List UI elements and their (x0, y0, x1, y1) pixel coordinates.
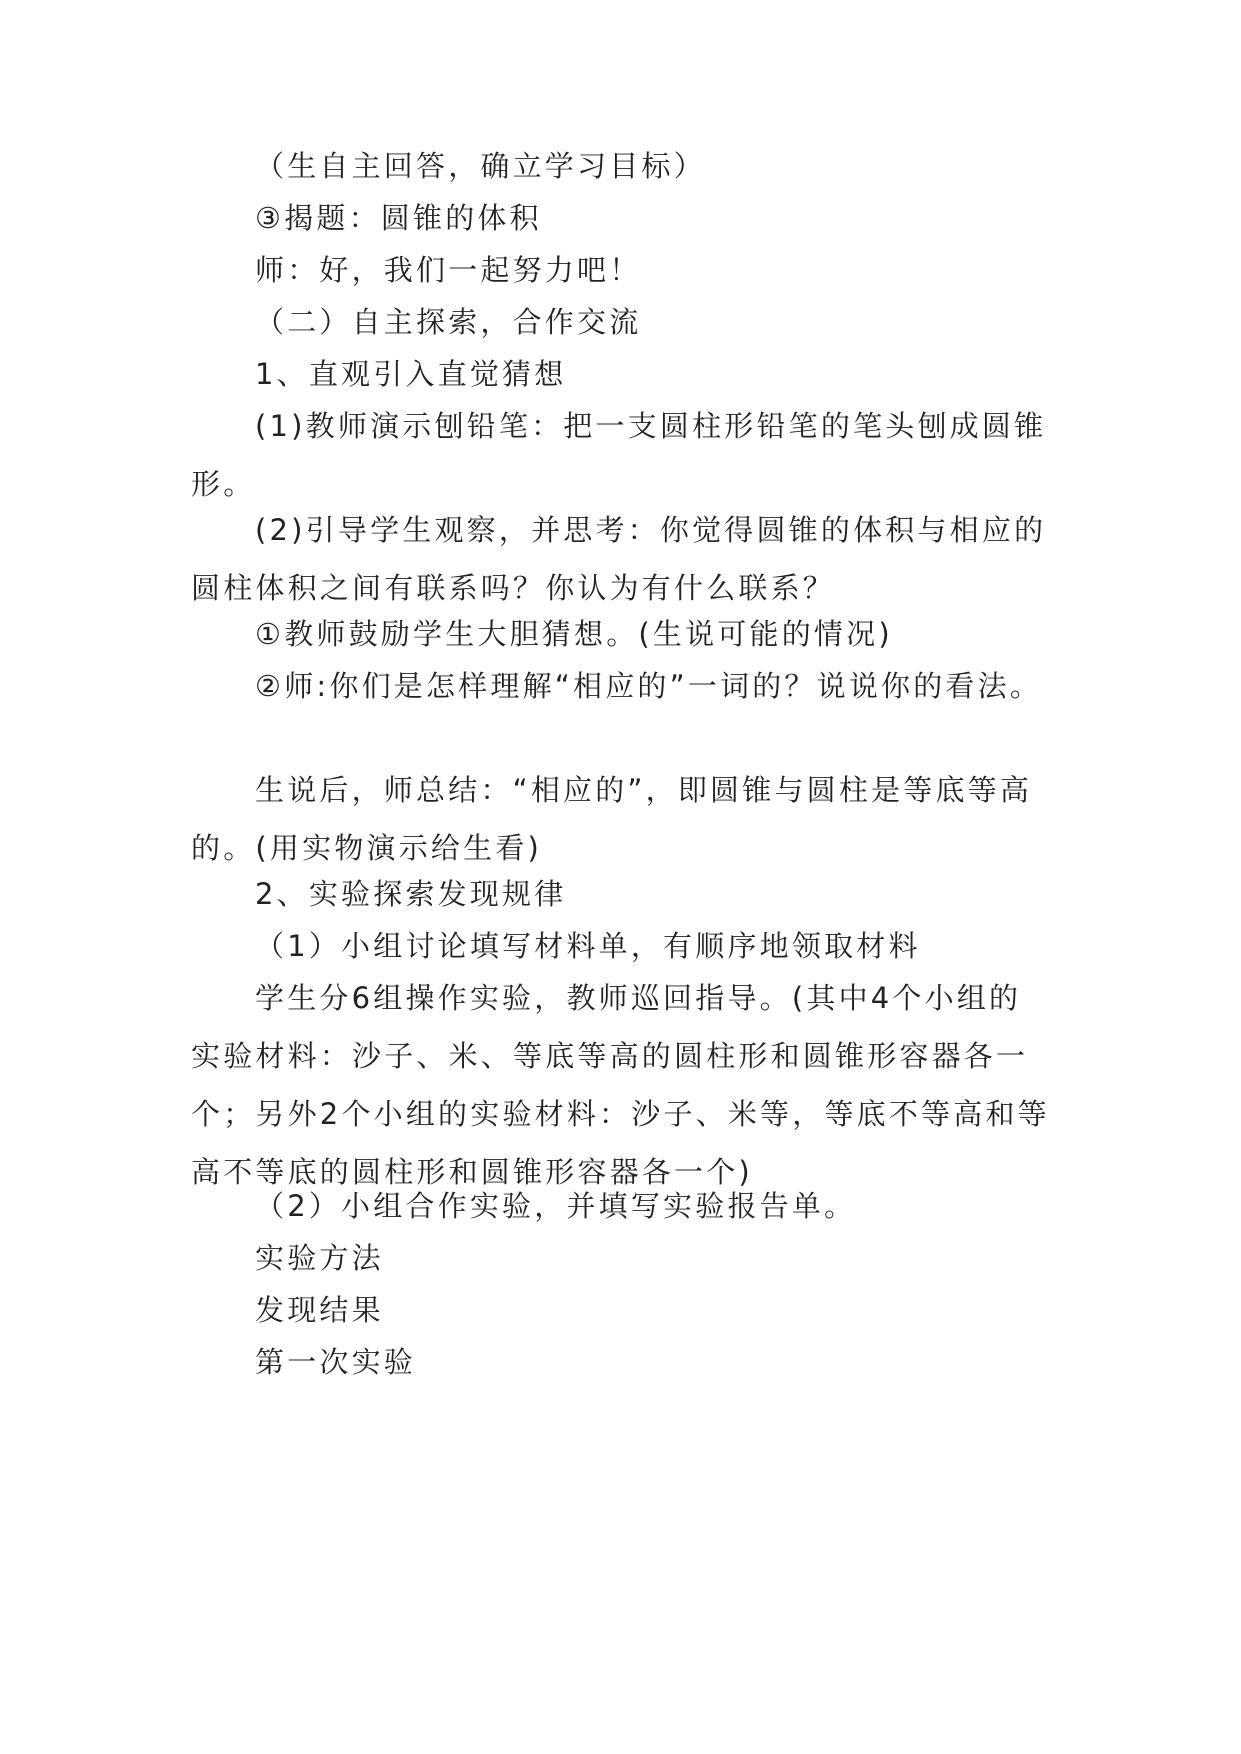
subheading-intuition: 1、直观引入直觉猜想 (255, 357, 567, 391)
label-method: 实验方法 (255, 1241, 384, 1275)
paragraph-reveal-topic: ③揭题：圆锥的体积 (255, 201, 542, 235)
paragraph-pencil-demo: (1)教师演示刨铅笔：把一支圆柱形铅笔的笔头刨成圆锥形。 (191, 409, 1047, 501)
paragraph-summary: 生说后，师总结：“相应的”，即圆锥与圆柱是等底等高的。(用实物演示给生看) (191, 773, 1033, 865)
label-result: 发现结果 (255, 1293, 384, 1327)
section-heading-explore: （二）自主探索，合作交流 (255, 305, 642, 339)
paragraph-teacher-encourage: 师：好，我们一起努力吧！ (255, 253, 642, 287)
paragraph-report: （2）小组合作实验，并填写实验报告单。 (255, 1189, 857, 1223)
paragraph-guess: ①教师鼓励学生大胆猜想。(生说可能的情况) (255, 617, 893, 651)
paragraph-corresponding: ②师:你们是怎样理解“相应的”一词的？说说你的看法。 (255, 669, 1043, 703)
paragraph-group-experiment: 学生分6组操作实验，教师巡回指导。(其中4个小组的实验材料：沙子、米、等底等高的圆柱形和圆锥形容器各一个；另外2个小组的实验材料：沙子、米等，等底不等高和等高不等底的圆柱形和圆锥形容器各一个) (191, 981, 1050, 1189)
label-first-experiment: 第一次实验 (255, 1345, 417, 1379)
paragraph-observe-think: (2)引导学生观察，并思考：你觉得圆锥的体积与相应的圆柱体积之间有联系吗？你认为有什么联系？ (191, 513, 1047, 605)
paragraph-student-answer: （生自主回答，确立学习目标） (255, 149, 706, 183)
subheading-experiment: 2、实验探索发现规律 (255, 877, 567, 911)
paragraph-materials-list: （1）小组讨论填写材料单，有顺序地领取材料 (255, 929, 921, 963)
